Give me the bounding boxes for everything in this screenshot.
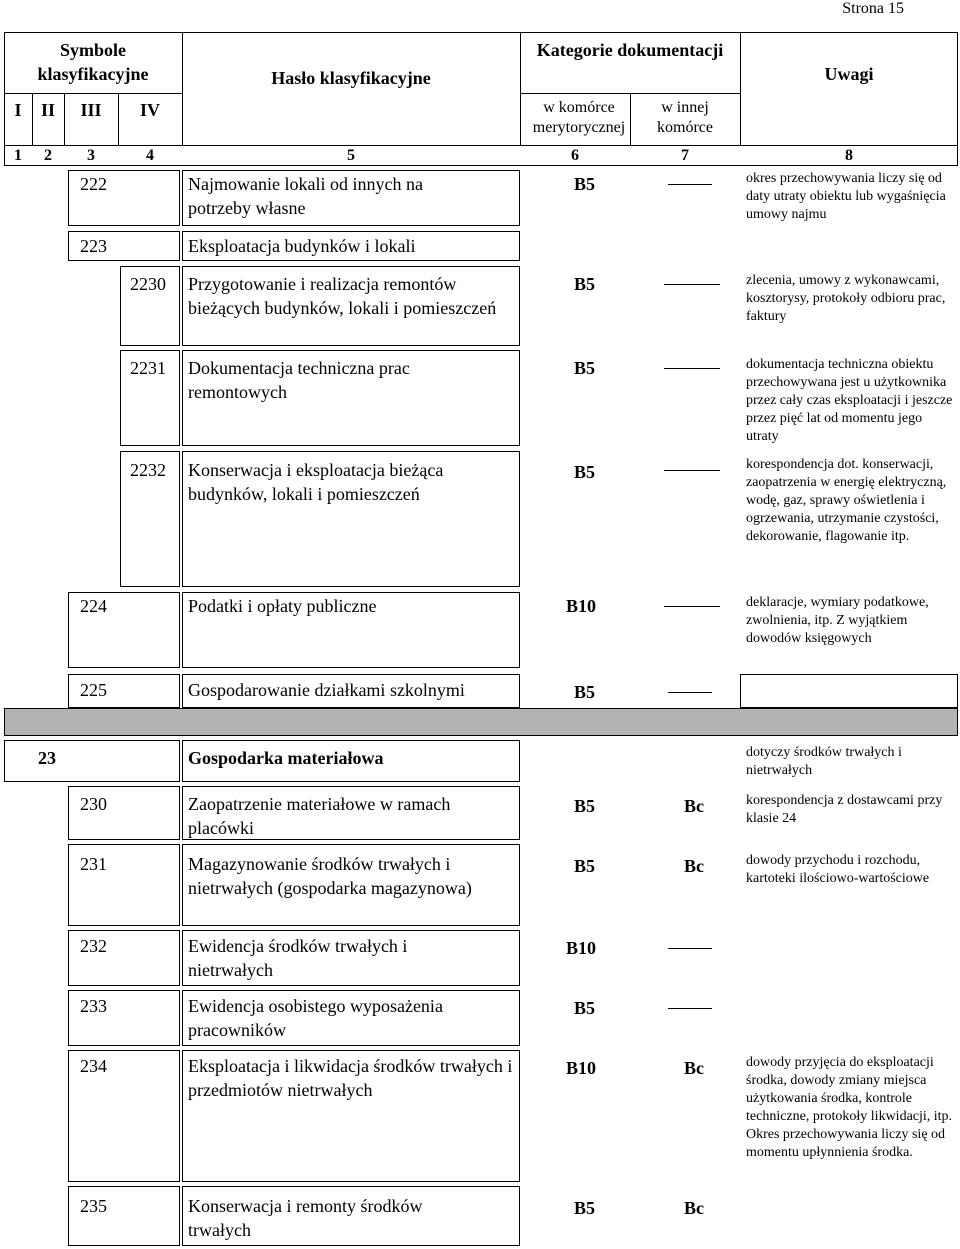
section-separator bbox=[4, 708, 958, 736]
row-title: Ewidencja środków trwałych i nietrwałych bbox=[188, 936, 408, 980]
header-level-1: I bbox=[14, 100, 22, 120]
row-title: Gospodarowanie działkami szkolnymi bbox=[188, 680, 465, 700]
header-kategorie: Kategorie dokumentacji bbox=[536, 40, 724, 60]
header-inna: w innej komórce bbox=[657, 99, 713, 136]
row-category-inna-dash bbox=[668, 1008, 712, 1009]
header-level-3: III bbox=[80, 100, 102, 120]
row-code: 2231 bbox=[130, 358, 166, 378]
row-category-merytoryczna: B10 bbox=[566, 1058, 597, 1078]
header-haslo: Hasło klasyfikacyjne bbox=[271, 68, 431, 88]
row-category-merytoryczna: B10 bbox=[566, 596, 597, 616]
row-code: 234 bbox=[80, 1056, 107, 1076]
row-category-inna: Bc bbox=[684, 856, 704, 876]
row-title: Konserwacja i eksploatacja bieżąca budynków, lokali i pomieszczeń bbox=[188, 460, 444, 504]
header-merytoryczna: w komórce merytorycznej bbox=[532, 99, 626, 136]
col-num-2: 2 bbox=[44, 147, 52, 164]
row-code: 223 bbox=[80, 236, 107, 256]
row-category-inna: Bc bbox=[684, 1058, 704, 1078]
header-level-4: IV bbox=[139, 100, 160, 120]
row-category-merytoryczna: B5 bbox=[574, 274, 596, 294]
row-note: dowody przyjęcia do eksploatacji środka, dowody zmiany miejsca użytkowania środka, kontrole techniczne, protokoły likwidacji, itp. Okres przechowywania liczy się od momentu upłynnienia środka. bbox=[746, 1055, 953, 1160]
row-note: okres przechowywania liczy się od daty utraty obiektu lub wygaśnięcia umowy najmu bbox=[746, 171, 946, 222]
col-num-5: 5 bbox=[347, 147, 355, 164]
row-code: 235 bbox=[80, 1196, 107, 1216]
row-title: Podatki i opłaty publiczne bbox=[188, 596, 377, 616]
row-category-inna-dash bbox=[664, 606, 720, 607]
row-category-merytoryczna: B5 bbox=[574, 1198, 596, 1218]
row-category-inna-dash bbox=[664, 470, 720, 471]
row-note: korespondencja dot. konserwacji, zaopatrzenia w energię elektryczną, wodę, gaz, sprawy oświetlenia i ogrzewania, utrzymanie czystości, dekorowanie, flagowanie itp. bbox=[746, 457, 947, 544]
col-num-4: 4 bbox=[146, 147, 154, 164]
row-note: dokumentacja techniczna obiektu przechowywana jest u użytkownika przez cały czas eksploatacji i jeszcze przez pięć lat od momentu jego utraty bbox=[746, 357, 953, 444]
row-note: dowody przychodu i rozchodu, kartoteki ilościowo-wartościowe bbox=[746, 853, 930, 886]
row-code: 225 bbox=[80, 680, 107, 700]
row-category-merytoryczna: B5 bbox=[574, 998, 596, 1018]
row-category-merytoryczna: B5 bbox=[574, 174, 596, 194]
header-symbols: Symbole klasyfikacyjne bbox=[37, 40, 149, 84]
col-num-3: 3 bbox=[87, 147, 95, 164]
row-title: Magazynowanie środków trwałych i nietrwałych (gospodarka magazynowa) bbox=[188, 854, 472, 898]
row-category-inna-dash bbox=[668, 692, 712, 693]
col-num-8: 8 bbox=[845, 147, 853, 164]
row-category-merytoryczna: B5 bbox=[574, 856, 596, 876]
row-code: 2230 bbox=[130, 274, 166, 294]
row-category-merytoryczna: B5 bbox=[574, 462, 596, 482]
row-note: zlecenia, umowy z wykonawcami, kosztorysy, protokoły odbioru prac, faktury bbox=[746, 273, 946, 324]
col-num-6: 6 bbox=[571, 147, 579, 164]
row-category-merytoryczna: B5 bbox=[574, 682, 596, 702]
row-category-inna-dash bbox=[668, 184, 712, 185]
page-number: Strona 15 bbox=[842, 0, 904, 17]
row-category-inna-dash bbox=[668, 948, 712, 949]
row-title: Ewidencja osobistego wyposażenia pracowników bbox=[188, 996, 443, 1040]
row-title: Dokumentacja techniczna prac remontowych bbox=[188, 358, 410, 402]
row-category-merytoryczna: B5 bbox=[574, 358, 596, 378]
row-title: Zaopatrzenie materiałowe w ramach placówki bbox=[188, 794, 451, 838]
row-code: 224 bbox=[80, 596, 107, 616]
row-category-inna: Bc bbox=[684, 1198, 704, 1218]
col-num-1: 1 bbox=[14, 147, 22, 164]
col-num-7: 7 bbox=[681, 147, 689, 164]
row-note: deklaracje, wymiary podatkowe, zwolnienia, itp. Z wyjątkiem dowodów księgowych bbox=[746, 595, 929, 646]
row-code: 230 bbox=[80, 794, 107, 814]
row-note: korespondencja z dostawcami przy klasie 24 bbox=[746, 793, 943, 826]
row-title: Przygotowanie i realizacja remontów bieżących budynków, lokali i pomieszczeń bbox=[188, 274, 497, 318]
row-title: Eksploatacja budynków i lokali bbox=[188, 236, 416, 256]
row-category-inna-dash bbox=[664, 368, 720, 369]
row-title: Gospodarka materiałowa bbox=[188, 748, 384, 768]
row-note: dotyczy środków trwałych i nietrwałych bbox=[746, 745, 902, 778]
row-code: 222 bbox=[80, 174, 107, 194]
row-category-inna: Bc bbox=[684, 796, 704, 816]
row-title: Konserwacja i remonty środków trwałych bbox=[188, 1196, 423, 1240]
row-category-merytoryczna: B5 bbox=[574, 796, 596, 816]
header-level-2: II bbox=[40, 100, 55, 120]
row-code: 23 bbox=[38, 748, 56, 768]
row-code: 233 bbox=[80, 996, 107, 1016]
row-title: Eksploatacja i likwidacja środków trwałych i przedmiotów nietrwałych bbox=[188, 1056, 513, 1100]
row-category-inna-dash bbox=[664, 284, 720, 285]
row-category-merytoryczna: B10 bbox=[566, 938, 597, 958]
row-code: 231 bbox=[80, 854, 107, 874]
header-uwagi: Uwagi bbox=[824, 64, 874, 84]
row-code: 232 bbox=[80, 936, 107, 956]
row-title: Najmowanie lokali od innych na potrzeby własne bbox=[188, 174, 423, 218]
row-code: 2232 bbox=[130, 460, 166, 480]
